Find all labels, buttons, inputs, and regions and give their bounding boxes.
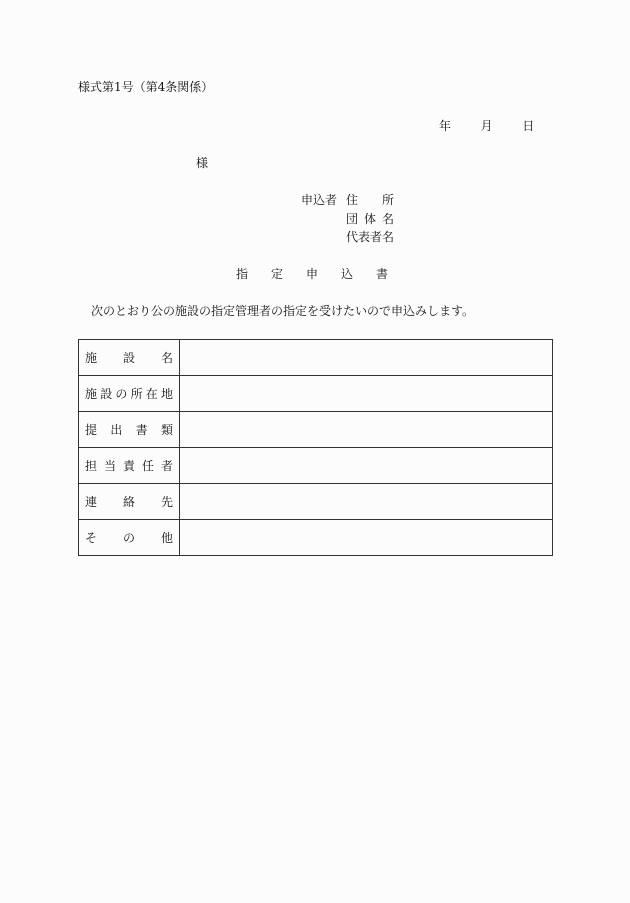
- row-label-person-in-charge: 担 当 責 任 者: [79, 448, 180, 484]
- row-label-contact: 連 絡 先: [79, 484, 180, 520]
- row-value-person-in-charge[interactable]: [180, 448, 553, 484]
- table-row: [79, 412, 553, 448]
- applicant-label: 申込者: [301, 193, 338, 207]
- row-value-facility-name[interactable]: [180, 340, 553, 376]
- application-table: [78, 339, 553, 556]
- applicant-representative-label: 代表者名: [346, 230, 395, 244]
- row-label-facility-name: 施 設 名: [79, 340, 180, 376]
- row-label-facility-location: 施 設 の 所 在 地: [79, 376, 180, 412]
- row-value-facility-location[interactable]: [180, 376, 553, 412]
- addressee-suffix: 様: [196, 156, 209, 170]
- row-value-documents[interactable]: [180, 412, 553, 448]
- row-value-contact[interactable]: [180, 484, 553, 520]
- row-label-documents: 提 出 書 類: [79, 412, 180, 448]
- table-row: [79, 448, 553, 484]
- table-row: [79, 484, 553, 520]
- table-row: [79, 520, 553, 556]
- row-value-other[interactable]: [180, 520, 553, 556]
- table-row: [79, 340, 553, 376]
- date-line: [439, 119, 534, 133]
- date-day: 日: [522, 119, 535, 133]
- applicant-address-label: 住 所: [346, 193, 394, 207]
- date-month: 月: [480, 119, 493, 133]
- body-text: 次のとおり公の施設の指定管理者の指定を受けたいので申込みします。: [91, 304, 475, 318]
- date-year: 年: [439, 119, 452, 133]
- document-title: 指 定 申 込 書: [236, 267, 388, 281]
- table-row: [79, 376, 553, 412]
- form-number: 様式第1号（第4条関係）: [78, 80, 214, 94]
- row-label-other: そ の 他: [79, 520, 180, 556]
- applicant-group-label: 団 体 名: [346, 212, 394, 226]
